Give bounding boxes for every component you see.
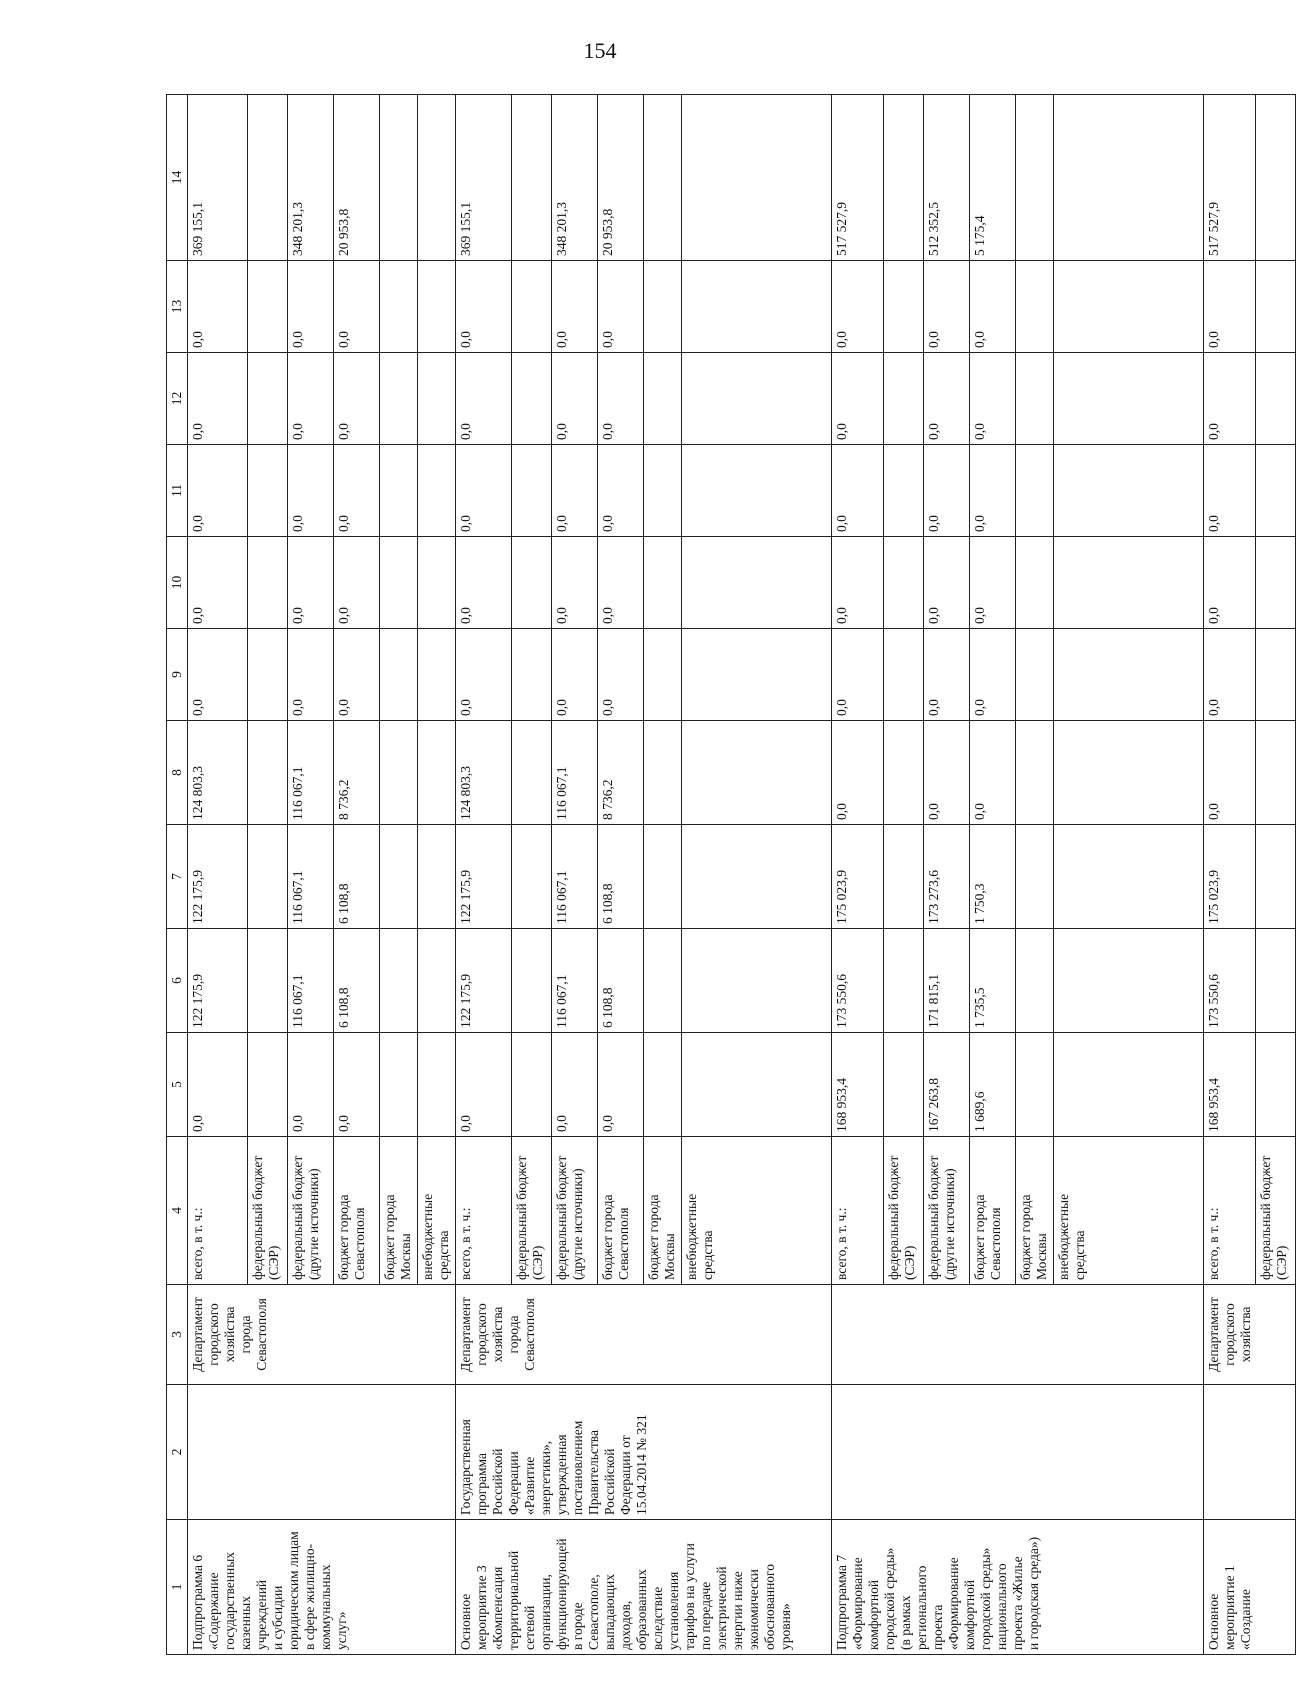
value-cell-col-14 — [380, 95, 418, 261]
value-cell-col-10 — [1016, 537, 1054, 629]
value-cell-col-13 — [512, 261, 552, 353]
value-cell-col-11 — [418, 445, 456, 537]
value-cell-col-7 — [682, 825, 832, 929]
value-cell-col-14 — [512, 95, 552, 261]
value-cell-col-5: 0,0 — [288, 1033, 334, 1137]
value-cell-col-14 — [1016, 95, 1054, 261]
table-row — [188, 95, 248, 1655]
value-cell-col-10: 0,0 — [188, 537, 248, 629]
value-cell-col-9: 0,0 — [924, 629, 970, 721]
value-cell-col-11: 0,0 — [832, 445, 884, 537]
value-cell-col-7 — [248, 825, 288, 929]
value-cell-col-14 — [682, 95, 832, 261]
header-row — [167, 95, 188, 1655]
value-cell-col-8 — [512, 721, 552, 825]
value-cell-col-9: 0,0 — [188, 629, 248, 721]
value-cell-col-12 — [1016, 353, 1054, 445]
value-cell-col-5 — [1054, 1033, 1204, 1137]
value-cell-col-6: 122 175,9 — [188, 929, 248, 1033]
funding-source-cell: внебюджетные средства — [682, 1137, 832, 1285]
value-cell-col-8 — [248, 721, 288, 825]
funding-source-cell: федеральный бюджет (другие источники) — [924, 1137, 970, 1285]
value-cell-col-13: 0,0 — [334, 261, 380, 353]
value-cell-col-5 — [1256, 1033, 1296, 1137]
value-cell-col-13 — [644, 261, 682, 353]
value-cell-col-6 — [1054, 929, 1204, 1033]
value-cell-col-13: 0,0 — [1204, 261, 1256, 353]
value-cell-col-12: 0,0 — [970, 353, 1016, 445]
funding-source-cell: всего, в т. ч.: — [1204, 1137, 1256, 1285]
value-cell-col-7: 116 067,1 — [288, 825, 334, 929]
value-cell-col-12 — [1256, 353, 1296, 445]
header-cell-12: 12 — [167, 353, 188, 445]
value-cell-col-7: 6 108,8 — [598, 825, 644, 929]
value-cell-col-5: 168 953,4 — [832, 1033, 884, 1137]
value-cell-col-8: 116 067,1 — [552, 721, 598, 825]
funding-source-cell: федеральный бюджет (СЭР) — [248, 1137, 288, 1285]
value-cell-col-11: 0,0 — [334, 445, 380, 537]
value-cell-col-8: 116 067,1 — [288, 721, 334, 825]
value-cell-col-11 — [644, 445, 682, 537]
value-cell-col-11: 0,0 — [598, 445, 644, 537]
value-cell-col-5: 168 953,4 — [1204, 1033, 1256, 1137]
value-cell-col-13 — [418, 261, 456, 353]
value-cell-col-11 — [1016, 445, 1054, 537]
value-cell-col-12: 0,0 — [598, 353, 644, 445]
value-cell-col-14: 348 201,3 — [288, 95, 334, 261]
value-cell-col-6: 116 067,1 — [552, 929, 598, 1033]
value-cell-col-8: 8 736,2 — [598, 721, 644, 825]
value-cell-col-9: 0,0 — [552, 629, 598, 721]
value-cell-col-8: 0,0 — [970, 721, 1016, 825]
value-cell-col-6: 116 067,1 — [288, 929, 334, 1033]
value-cell-col-10: 0,0 — [334, 537, 380, 629]
value-cell-col-9 — [644, 629, 682, 721]
executor-cell — [832, 1285, 1204, 1385]
value-cell-col-7: 122 175,9 — [188, 825, 248, 929]
value-cell-col-9: 0,0 — [832, 629, 884, 721]
funding-source-cell: федеральный бюджет (другие источники) — [288, 1137, 334, 1285]
value-cell-col-10: 0,0 — [456, 537, 512, 629]
funding-source-cell: бюджет города Севастополя — [334, 1137, 380, 1285]
value-cell-col-13 — [380, 261, 418, 353]
value-cell-col-5: 0,0 — [598, 1033, 644, 1137]
value-cell-col-7: 175 023,9 — [832, 825, 884, 929]
funding-source-cell: федеральный бюджет (СЭР) — [884, 1137, 924, 1285]
value-cell-col-12 — [380, 353, 418, 445]
value-cell-col-6: 6 108,8 — [334, 929, 380, 1033]
value-cell-col-6 — [1016, 929, 1054, 1033]
value-cell-col-10 — [1054, 537, 1204, 629]
value-cell-col-14: 369 155,1 — [188, 95, 248, 261]
measure-name-cell: Основное мероприятие 1 «Создание — [1204, 1520, 1296, 1655]
value-cell-col-10 — [418, 537, 456, 629]
value-cell-col-5 — [1016, 1033, 1054, 1137]
value-cell-col-7 — [418, 825, 456, 929]
value-cell-col-13: 0,0 — [924, 261, 970, 353]
value-cell-col-10: 0,0 — [288, 537, 334, 629]
value-cell-col-5 — [512, 1033, 552, 1137]
value-cell-col-8 — [380, 721, 418, 825]
value-cell-col-5 — [884, 1033, 924, 1137]
value-cell-col-9: 0,0 — [456, 629, 512, 721]
value-cell-col-14: 20 953,8 — [598, 95, 644, 261]
value-cell-col-12 — [682, 353, 832, 445]
value-cell-col-14: 512 352,5 — [924, 95, 970, 261]
value-cell-col-8: 0,0 — [924, 721, 970, 825]
value-cell-col-8 — [418, 721, 456, 825]
value-cell-col-14: 348 201,3 — [552, 95, 598, 261]
value-cell-col-11: 0,0 — [188, 445, 248, 537]
value-cell-col-12: 0,0 — [334, 353, 380, 445]
value-cell-col-12 — [418, 353, 456, 445]
value-cell-col-9 — [1054, 629, 1204, 721]
value-cell-col-8: 0,0 — [832, 721, 884, 825]
value-cell-col-13 — [248, 261, 288, 353]
value-cell-col-5 — [248, 1033, 288, 1137]
value-cell-col-11 — [248, 445, 288, 537]
header-cell-6: 6 — [167, 929, 188, 1033]
funding-source-cell: всего, в т. ч.: — [832, 1137, 884, 1285]
value-cell-col-8: 0,0 — [1204, 721, 1256, 825]
value-cell-col-7 — [512, 825, 552, 929]
value-cell-col-11: 0,0 — [552, 445, 598, 537]
value-cell-col-11: 0,0 — [1204, 445, 1256, 537]
value-cell-col-14 — [884, 95, 924, 261]
value-cell-col-12: 0,0 — [288, 353, 334, 445]
value-cell-col-10 — [884, 537, 924, 629]
measure-name-cell: Основное мероприятие 3 «Компенсация территориальной сетевой организации, функционирующей в городе Севастополе, выпадающих доходов, образованных вследствие установления тарифов на услуги по передаче электрической энергии ниже экономически обоснованного уровня» — [456, 1520, 832, 1655]
value-cell-col-7: 175 023,9 — [1204, 825, 1256, 929]
value-cell-col-9 — [512, 629, 552, 721]
value-cell-col-14 — [1256, 95, 1296, 261]
header-cell-5: 5 — [167, 1033, 188, 1137]
value-cell-col-13 — [1016, 261, 1054, 353]
value-cell-col-9: 0,0 — [1204, 629, 1256, 721]
value-cell-col-12: 0,0 — [832, 353, 884, 445]
value-cell-col-13: 0,0 — [970, 261, 1016, 353]
value-cell-col-6 — [418, 929, 456, 1033]
value-cell-col-6 — [248, 929, 288, 1033]
value-cell-col-10 — [248, 537, 288, 629]
table-row — [456, 95, 512, 1655]
value-cell-col-5 — [380, 1033, 418, 1137]
header-cell-11: 11 — [167, 445, 188, 537]
value-cell-col-5 — [644, 1033, 682, 1137]
funding-source-cell: федеральный бюджет (СЭР) — [1256, 1137, 1296, 1285]
value-cell-col-6: 6 108,8 — [598, 929, 644, 1033]
funding-source-cell: бюджет города Севастополя — [970, 1137, 1016, 1285]
executor-cell: Департамент городского хозяйства города Севастополя — [456, 1285, 832, 1385]
header-cell-14: 14 — [167, 95, 188, 261]
value-cell-col-7 — [1054, 825, 1204, 929]
value-cell-col-10: 0,0 — [924, 537, 970, 629]
program-reference-cell: Государственная программа Российской Федерации «Развитие энергетики», утвержденная постановлением Правительства Российской Федерации от 15.04.2014 № 321 — [456, 1385, 832, 1520]
value-cell-col-6 — [682, 929, 832, 1033]
value-cell-col-9 — [248, 629, 288, 721]
header-cell-8: 8 — [167, 721, 188, 825]
value-cell-col-13 — [884, 261, 924, 353]
value-cell-col-8 — [1054, 721, 1204, 825]
value-cell-col-7: 116 067,1 — [552, 825, 598, 929]
header-cell-2: 2 — [167, 1385, 188, 1520]
value-cell-col-9 — [380, 629, 418, 721]
value-cell-col-8: 124 803,3 — [188, 721, 248, 825]
executor-cell: Департамент городского хозяйства — [1204, 1285, 1296, 1385]
value-cell-col-6: 122 175,9 — [456, 929, 512, 1033]
value-cell-col-7 — [884, 825, 924, 929]
funding-source-cell: федеральный бюджет (другие источники) — [552, 1137, 598, 1285]
value-cell-col-9 — [682, 629, 832, 721]
value-cell-col-10 — [682, 537, 832, 629]
header-cell-4: 4 — [167, 1137, 188, 1285]
value-cell-col-6: 171 815,1 — [924, 929, 970, 1033]
value-cell-col-8: 8 736,2 — [334, 721, 380, 825]
value-cell-col-11: 0,0 — [288, 445, 334, 537]
value-cell-col-10 — [1256, 537, 1296, 629]
value-cell-col-6 — [380, 929, 418, 1033]
value-cell-col-13 — [1256, 261, 1296, 353]
header-cell-9: 9 — [167, 629, 188, 721]
table-row — [1204, 95, 1256, 1655]
value-cell-col-6 — [1256, 929, 1296, 1033]
value-cell-col-12: 0,0 — [924, 353, 970, 445]
value-cell-col-6 — [884, 929, 924, 1033]
value-cell-col-12 — [1054, 353, 1204, 445]
value-cell-col-12 — [512, 353, 552, 445]
value-cell-col-5: 0,0 — [188, 1033, 248, 1137]
value-cell-col-13: 0,0 — [832, 261, 884, 353]
table-holder — [166, 95, 1289, 1655]
value-cell-col-11 — [1256, 445, 1296, 537]
value-cell-col-5: 0,0 — [552, 1033, 598, 1137]
value-cell-col-11 — [380, 445, 418, 537]
funding-source-cell: всего, в т. ч.: — [456, 1137, 512, 1285]
value-cell-col-9: 0,0 — [288, 629, 334, 721]
value-cell-col-11: 0,0 — [456, 445, 512, 537]
funding-source-cell: бюджет города Севастополя — [598, 1137, 644, 1285]
value-cell-col-10 — [644, 537, 682, 629]
value-cell-col-14: 20 953,8 — [334, 95, 380, 261]
value-cell-col-10: 0,0 — [552, 537, 598, 629]
value-cell-col-10: 0,0 — [832, 537, 884, 629]
value-cell-col-13: 0,0 — [552, 261, 598, 353]
measure-name-cell: Подпрограмма 7 «Формирование комфортной городской среды» (в рамках регионального проекта «Формирование комфортной городской среды» национального проекта «Жилье и городская среда») — [832, 1520, 1204, 1655]
value-cell-col-10 — [380, 537, 418, 629]
funding-source-cell: бюджет города Москвы — [644, 1137, 682, 1285]
value-cell-col-14: 517 527,9 — [1204, 95, 1256, 261]
value-cell-col-8 — [1256, 721, 1296, 825]
value-cell-col-13: 0,0 — [188, 261, 248, 353]
value-cell-col-9 — [418, 629, 456, 721]
program-reference-cell — [188, 1385, 456, 1520]
value-cell-col-14 — [1054, 95, 1204, 261]
value-cell-col-5: 0,0 — [334, 1033, 380, 1137]
value-cell-col-5 — [682, 1033, 832, 1137]
funding-source-cell: всего, в т. ч.: — [188, 1137, 248, 1285]
value-cell-col-6: 173 550,6 — [832, 929, 884, 1033]
value-cell-col-8 — [644, 721, 682, 825]
value-cell-col-7 — [1016, 825, 1054, 929]
value-cell-col-9: 0,0 — [334, 629, 380, 721]
value-cell-col-13: 0,0 — [456, 261, 512, 353]
value-cell-col-9 — [884, 629, 924, 721]
header-cell-13: 13 — [167, 261, 188, 353]
value-cell-col-7: 6 108,8 — [334, 825, 380, 929]
value-cell-col-10: 0,0 — [970, 537, 1016, 629]
value-cell-col-5: 0,0 — [456, 1033, 512, 1137]
value-cell-col-10 — [512, 537, 552, 629]
program-reference-cell — [832, 1385, 1204, 1520]
value-cell-col-6: 173 550,6 — [1204, 929, 1256, 1033]
value-cell-col-7: 1 750,3 — [970, 825, 1016, 929]
header-cell-3: 3 — [167, 1285, 188, 1385]
funding-source-cell: бюджет города Москвы — [1016, 1137, 1054, 1285]
executor-cell: Департамент городского хозяйства города Севастополя — [188, 1285, 456, 1385]
value-cell-col-12: 0,0 — [552, 353, 598, 445]
value-cell-col-7 — [1256, 825, 1296, 929]
value-cell-col-9: 0,0 — [970, 629, 1016, 721]
value-cell-col-7: 173 273,6 — [924, 825, 970, 929]
value-cell-col-14: 5 175,4 — [970, 95, 1016, 261]
value-cell-col-9 — [1016, 629, 1054, 721]
value-cell-col-13: 0,0 — [288, 261, 334, 353]
value-cell-col-10: 0,0 — [598, 537, 644, 629]
value-cell-col-8 — [1016, 721, 1054, 825]
value-cell-col-11 — [1054, 445, 1204, 537]
value-cell-col-11 — [682, 445, 832, 537]
header-cell-7: 7 — [167, 825, 188, 929]
value-cell-col-6: 1 735,5 — [970, 929, 1016, 1033]
value-cell-col-13: 0,0 — [598, 261, 644, 353]
value-cell-col-14 — [418, 95, 456, 261]
value-cell-col-11: 0,0 — [924, 445, 970, 537]
value-cell-col-12: 0,0 — [456, 353, 512, 445]
header-cell-10: 10 — [167, 537, 188, 629]
value-cell-col-7 — [644, 825, 682, 929]
value-cell-col-7: 122 175,9 — [456, 825, 512, 929]
value-cell-col-5: 167 263,8 — [924, 1033, 970, 1137]
value-cell-col-11 — [884, 445, 924, 537]
value-cell-col-12 — [884, 353, 924, 445]
value-cell-col-6 — [512, 929, 552, 1033]
page-number: 154 — [583, 38, 617, 63]
value-cell-col-9 — [1256, 629, 1296, 721]
value-cell-col-13 — [682, 261, 832, 353]
value-cell-col-6 — [644, 929, 682, 1033]
value-cell-col-14 — [644, 95, 682, 261]
value-cell-col-14 — [248, 95, 288, 261]
value-cell-col-7 — [380, 825, 418, 929]
value-cell-col-11 — [512, 445, 552, 537]
value-cell-col-5: 1 689,6 — [970, 1033, 1016, 1137]
value-cell-col-10: 0,0 — [1204, 537, 1256, 629]
value-cell-col-5 — [418, 1033, 456, 1137]
value-cell-col-14: 369 155,1 — [456, 95, 512, 261]
value-cell-col-8 — [884, 721, 924, 825]
measure-name-cell: Подпрограмма 6 «Содержание государственных казенных учреждений и субсидии юридическим лицам в сфере жилищно- коммунальных услуг» — [188, 1520, 456, 1655]
value-cell-col-11: 0,0 — [970, 445, 1016, 537]
funding-source-cell: бюджет города Москвы — [380, 1137, 418, 1285]
value-cell-col-14: 517 527,9 — [832, 95, 884, 261]
funding-source-cell: внебюджетные средства — [418, 1137, 456, 1285]
table-row — [832, 95, 884, 1655]
value-cell-col-13 — [1054, 261, 1204, 353]
value-cell-col-12: 0,0 — [1204, 353, 1256, 445]
funding-source-cell: федеральный бюджет (СЭР) — [512, 1137, 552, 1285]
header-cell-1: 1 — [167, 1520, 188, 1655]
funding-source-cell: внебюджетные средства — [1054, 1137, 1204, 1285]
value-cell-col-12: 0,0 — [188, 353, 248, 445]
budget-table — [166, 94, 1296, 1655]
value-cell-col-9: 0,0 — [598, 629, 644, 721]
value-cell-col-8 — [682, 721, 832, 825]
value-cell-col-8: 124 803,3 — [456, 721, 512, 825]
program-reference-cell — [1204, 1385, 1296, 1520]
value-cell-col-12 — [644, 353, 682, 445]
value-cell-col-12 — [248, 353, 288, 445]
